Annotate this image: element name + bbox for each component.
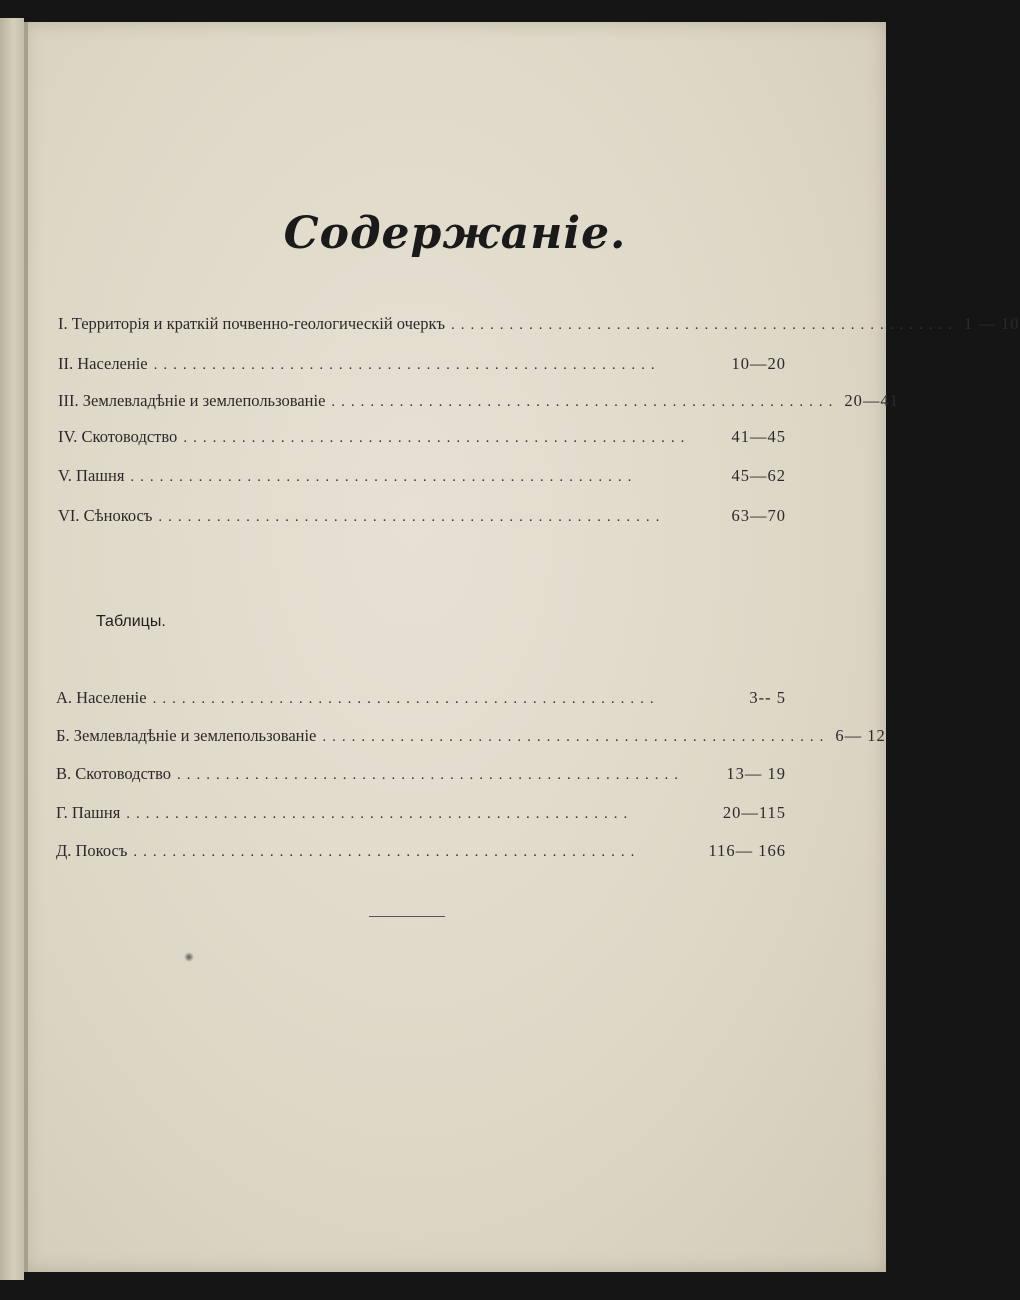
table-entry-pages: 20—115 xyxy=(722,803,786,822)
leader-dots: .................................................... xyxy=(331,394,839,410)
leader-dots: .................................................... xyxy=(451,317,959,333)
toc-entry[interactable] xyxy=(58,466,786,488)
tables-heading: Таблицы. xyxy=(96,613,166,630)
toc-entry-label: V. Пашня xyxy=(58,466,125,485)
page-title: Содержаніе. xyxy=(283,208,627,259)
table-entry-pages: 3-- 5 xyxy=(749,688,786,707)
table-entry[interactable] xyxy=(56,841,786,863)
toc-entry-pages: 63—70 xyxy=(731,506,786,525)
table-entry-label: А. Населеніе xyxy=(56,688,147,707)
toc-entry[interactable] xyxy=(58,314,1020,336)
leader-dots: .................................................... xyxy=(133,844,641,860)
table-entry-label: Б. Землевладѣніе и землепользованіе xyxy=(56,726,317,745)
table-entry-pages: 13— 19 xyxy=(726,764,786,783)
leader-dots: .................................................... xyxy=(152,691,660,707)
toc-entry-label: IV. Скотоводство xyxy=(58,427,178,446)
leader-dots: .................................................... xyxy=(153,357,661,373)
toc-entry-label: I. Территорія и краткій почвенно-геологическій очеркъ xyxy=(58,314,446,333)
document-page xyxy=(24,22,1020,1272)
toc-entry-pages: 1 — 10 xyxy=(964,314,1020,333)
table-entry-label: В. Скотоводство xyxy=(56,764,172,783)
leader-dots: .................................................... xyxy=(126,806,634,822)
toc-entry-pages: 10—20 xyxy=(731,354,786,373)
toc-entry-pages: 45—62 xyxy=(731,466,786,485)
table-of-contents xyxy=(24,22,1020,1272)
table-entry-pages: 6— 12 xyxy=(835,726,886,745)
leader-dots: .................................................... xyxy=(177,767,685,783)
toc-entry[interactable] xyxy=(58,427,786,449)
table-entry-label: Г. Пашня xyxy=(56,803,121,822)
previous-page-edge xyxy=(0,18,24,1280)
table-entry[interactable] xyxy=(56,726,886,748)
toc-entry-label: VI. Сѣнокосъ xyxy=(58,506,153,525)
table-entry-pages: 116— 166 xyxy=(708,841,786,860)
toc-entry-label: II. Населеніе xyxy=(58,354,148,373)
ink-spot xyxy=(184,952,194,962)
closing-rule xyxy=(369,916,445,917)
toc-entry[interactable] xyxy=(58,354,786,376)
table-entry[interactable] xyxy=(56,764,786,786)
table-entry[interactable] xyxy=(56,688,786,710)
toc-entry[interactable] xyxy=(58,391,899,413)
table-entry[interactable] xyxy=(56,803,786,825)
page-binding-edge xyxy=(24,22,28,1272)
toc-entry-label: III. Землевладѣніе и землепользованіе xyxy=(58,391,326,410)
toc-entry-pages: 20—41 xyxy=(844,391,899,410)
leader-dots: .................................................... xyxy=(322,729,830,745)
leader-dots: .................................................... xyxy=(130,469,638,485)
leader-dots: .................................................... xyxy=(158,509,666,525)
table-entry-label: Д. Покосъ xyxy=(56,841,128,860)
leader-dots: .................................................... xyxy=(183,430,691,446)
toc-entry[interactable] xyxy=(58,506,786,528)
toc-entry-pages: 41—45 xyxy=(731,427,786,446)
